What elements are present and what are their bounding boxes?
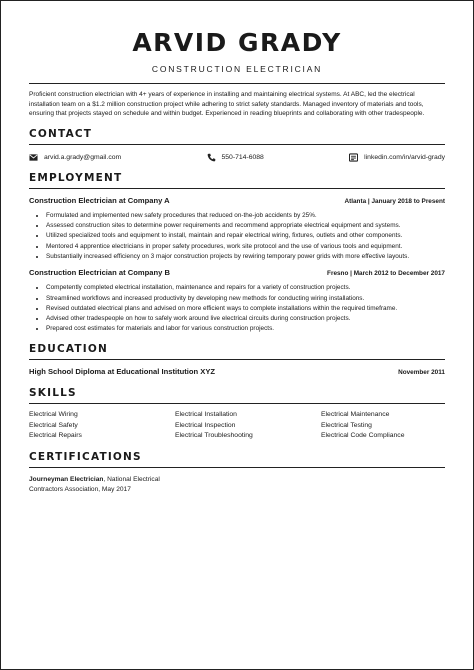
phone-text: 550-714-6088	[221, 153, 264, 161]
skill-item: Electrical Testing	[321, 421, 372, 429]
list-item: • Substantially increased efficiency on 3 major construction projects by rewiring temporary power grids with more effective layouts.	[46, 252, 445, 261]
skills-grid	[29, 410, 445, 442]
job-header	[29, 196, 445, 207]
job-bullets	[29, 283, 445, 333]
list-item: • Prepared cost estimates for materials and labor for various construction projects.	[46, 324, 445, 333]
candidate-role: CONSTRUCTION ELECTRICIAN	[151, 64, 323, 74]
job-title: Construction Electrician at Company A	[29, 195, 170, 205]
list-item: • Utilized specialized tools and equipment to install, maintain and repair electrical wiring, fixtures, outlets and other components.	[46, 231, 445, 240]
skill-item: Electrical Wiring	[29, 410, 78, 418]
list-item: • Mentored 4 apprentice electricians in proper safety procedures, work site protocol and the use of various tools and equipment.	[46, 242, 445, 251]
contact-section-title: CONTACT	[29, 128, 445, 145]
education-title: High School Diploma at Educational Institution XYZ	[29, 366, 216, 376]
linkedin-icon	[349, 153, 358, 162]
job-bullets	[29, 211, 445, 261]
contact-phone	[207, 153, 264, 163]
certification-entry	[29, 475, 445, 495]
list-item: • Formulated and implemented new safety procedures that reduced on-the-job accidents by 25%.	[46, 211, 445, 220]
certifications-section-title: CERTIFICATIONS	[29, 451, 445, 468]
phone-icon	[207, 153, 216, 162]
skill-item: Electrical Safety	[29, 421, 78, 429]
skill-item: Electrical Inspection	[175, 421, 236, 429]
job-title: Construction Electrician at Company B	[29, 268, 170, 278]
job-meta: Fresno | March 2012 to December 2017	[327, 270, 445, 278]
job-meta: Atlanta | January 2018 to Present	[344, 197, 445, 205]
header-divider	[29, 83, 445, 84]
education-row	[29, 367, 445, 378]
job-header	[29, 268, 445, 279]
certification-name: Journeyman Electrician	[29, 476, 104, 484]
envelope-icon	[29, 153, 38, 162]
education-date: November 2011	[398, 368, 445, 376]
email-text[interactable]: arvid.a.grady@gmail.com	[44, 153, 122, 161]
list-item: • Competently completed electrical installation, maintenance and repairs for a variety of construction projects.	[46, 283, 445, 292]
skill-item: Electrical Repairs	[29, 432, 82, 440]
skill-item: Electrical Maintenance	[321, 410, 390, 418]
list-item: • Streamlined workflows and increased productivity by developing new methods for conducting wiring installations.	[46, 294, 445, 303]
education-section-title: EDUCATION	[29, 343, 445, 360]
summary-text: Proficient construction electrician with 4+ years of experience in installing and maintaining electrical systems. At ABC, led the electrical installation team on a $1.2 million construction project while adhering to strict safety standards. Managed inventory of materials and tools, ensuring that projects stayed on schedule and within budget. Experienced in reading blueprints and collaborating with other tradespeople.	[29, 91, 425, 118]
list-item: • Advised other tradespeople on how to safely work around live electrical circuits during construction projects.	[46, 314, 445, 323]
skill-item: Electrical Code Compliance	[321, 432, 405, 440]
contact-row	[29, 153, 445, 163]
skill-item: Electrical Troubleshooting	[175, 432, 253, 440]
certification-issuer: , National Electrical	[103, 476, 160, 484]
linkedin-text[interactable]: linkedin.com/in/arvid-grady	[364, 153, 445, 161]
skills-section-title: SKILLS	[29, 387, 445, 404]
certification-issuer-date: Contractors Association, May 2017	[29, 486, 131, 494]
skill-item: Electrical Installation	[175, 410, 237, 418]
candidate-name: ARVID GRADY	[132, 28, 342, 57]
contact-email	[29, 153, 121, 163]
list-item: • Assessed construction sites to determine power requirements and recommend appropriate electrical equipment and systems.	[46, 221, 445, 230]
employment-section-title: EMPLOYMENT	[29, 172, 445, 189]
list-item: • Revised outdated electrical plans and advised on more efficient ways to complete installations within the required timeframe.	[46, 304, 445, 313]
contact-linkedin	[349, 153, 445, 163]
